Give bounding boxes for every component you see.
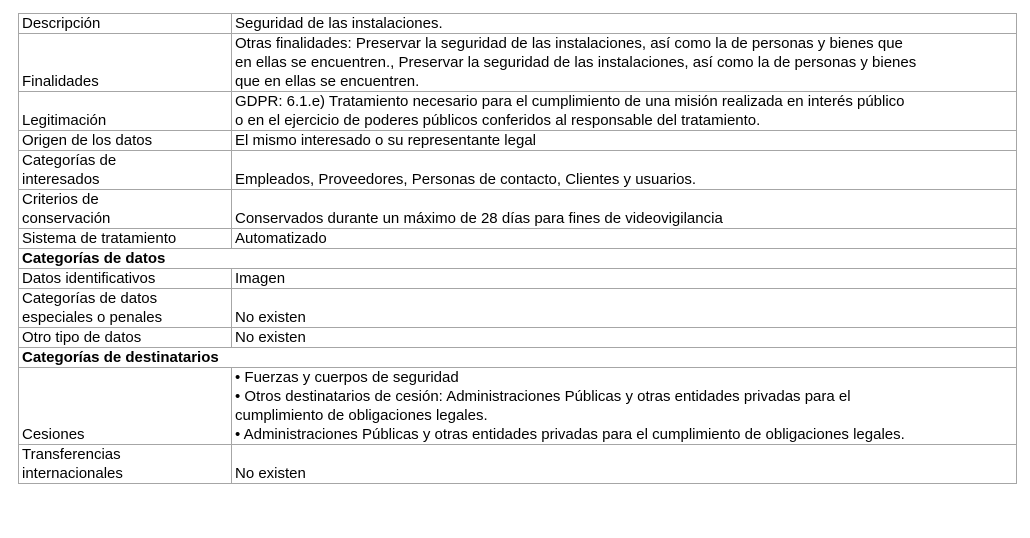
text-line: Transferencias	[22, 446, 121, 463]
field-value	[232, 131, 1017, 151]
text-line: o en el ejercicio de poderes públicos conferidos al responsable del tratamiento.	[235, 112, 761, 129]
field-value	[232, 269, 1017, 289]
field-label: Cesiones	[19, 368, 232, 445]
text-line: Categorías de datos	[22, 290, 158, 307]
text-line: interesados	[22, 171, 100, 188]
field-label: Sistema de tratamiento	[19, 229, 232, 249]
text-line: Categorías de	[22, 152, 117, 169]
text-line: Otras finalidades: Preservar la seguridad de las instalaciones, así como la de personas y bienes que	[235, 35, 903, 52]
table-row-criterios-de-conservacion	[19, 190, 1017, 229]
text-line: Automatizado	[235, 230, 327, 247]
field-label	[19, 190, 232, 229]
field-label: Datos identificativos	[19, 269, 232, 289]
text-line: El mismo interesado o su representante legal	[235, 132, 536, 149]
text-line: • Fuerzas y cuerpos de seguridad	[235, 369, 459, 386]
table-row-origen-de-los-datos	[19, 131, 1017, 151]
field-label: Origen de los datos	[19, 131, 232, 151]
table-row-legitimacion	[19, 92, 1017, 131]
data-processing-table	[18, 13, 1017, 484]
text-line: cumplimiento de obligaciones legales.	[235, 407, 488, 424]
text-line: Imagen	[235, 270, 286, 287]
table-row-descripcion	[19, 14, 1017, 34]
table-row-otro-tipo-de-datos	[19, 328, 1017, 348]
table-row-sistema-de-tratamiento	[19, 229, 1017, 249]
table-row-categorias-de-datos-especiales-o-penales	[19, 289, 1017, 328]
field-label	[19, 445, 232, 484]
text-line: No existen	[235, 465, 306, 482]
field-label: Legitimación	[19, 92, 232, 131]
table-row-categorias-de-interesados	[19, 151, 1017, 190]
field-value	[232, 328, 1017, 348]
field-label	[19, 289, 232, 328]
field-label: Descripción	[19, 14, 232, 34]
field-value	[232, 14, 1017, 34]
field-value	[232, 368, 1017, 445]
section-title: Categorías de datos	[19, 249, 1017, 269]
text-line: No existen	[235, 309, 306, 326]
table-row-transferencias-internacionales	[19, 445, 1017, 484]
field-value	[232, 92, 1017, 131]
text-line: Criterios de	[22, 191, 99, 208]
field-label	[19, 151, 232, 190]
field-value	[232, 229, 1017, 249]
table-row-datos-identificativos	[19, 269, 1017, 289]
field-value	[232, 445, 1017, 484]
text-line: internacionales	[22, 465, 123, 482]
section-header-row	[19, 249, 1017, 269]
text-line: conservación	[22, 210, 111, 227]
text-line: en ellas se encuentren., Preservar la seguridad de las instalaciones, así como la de personas y bienes	[235, 54, 917, 71]
field-value	[232, 34, 1017, 92]
field-label: Finalidades	[19, 34, 232, 92]
field-label: Otro tipo de datos	[19, 328, 232, 348]
field-value	[232, 289, 1017, 328]
text-line: GDPR: 6.1.e) Tratamiento necesario para el cumplimiento de una misión realizada en interés público	[235, 93, 905, 110]
text-line: • Otros destinatarios de cesión: Administraciones Públicas y otras entidades privadas para el	[235, 388, 851, 405]
table-row-finalidades	[19, 34, 1017, 92]
text-line: Empleados, Proveedores, Personas de contacto, Clientes y usuarios.	[235, 171, 697, 188]
text-line: especiales o penales	[22, 309, 163, 326]
text-line: Seguridad de las instalaciones.	[235, 15, 443, 32]
text-line: • Administraciones Públicas y otras entidades privadas para el cumplimiento de obligaciones legales.	[235, 426, 905, 443]
section-header-row	[19, 348, 1017, 368]
field-value	[232, 151, 1017, 190]
text-line: que en ellas se encuentren.	[235, 73, 420, 90]
text-line: Conservados durante un máximo de 28 días para fines de videovigilancia	[235, 210, 723, 227]
section-title: Categorías de destinatarios	[19, 348, 1017, 368]
table-row-cesiones	[19, 368, 1017, 445]
field-value	[232, 190, 1017, 229]
text-line: No existen	[235, 329, 306, 346]
